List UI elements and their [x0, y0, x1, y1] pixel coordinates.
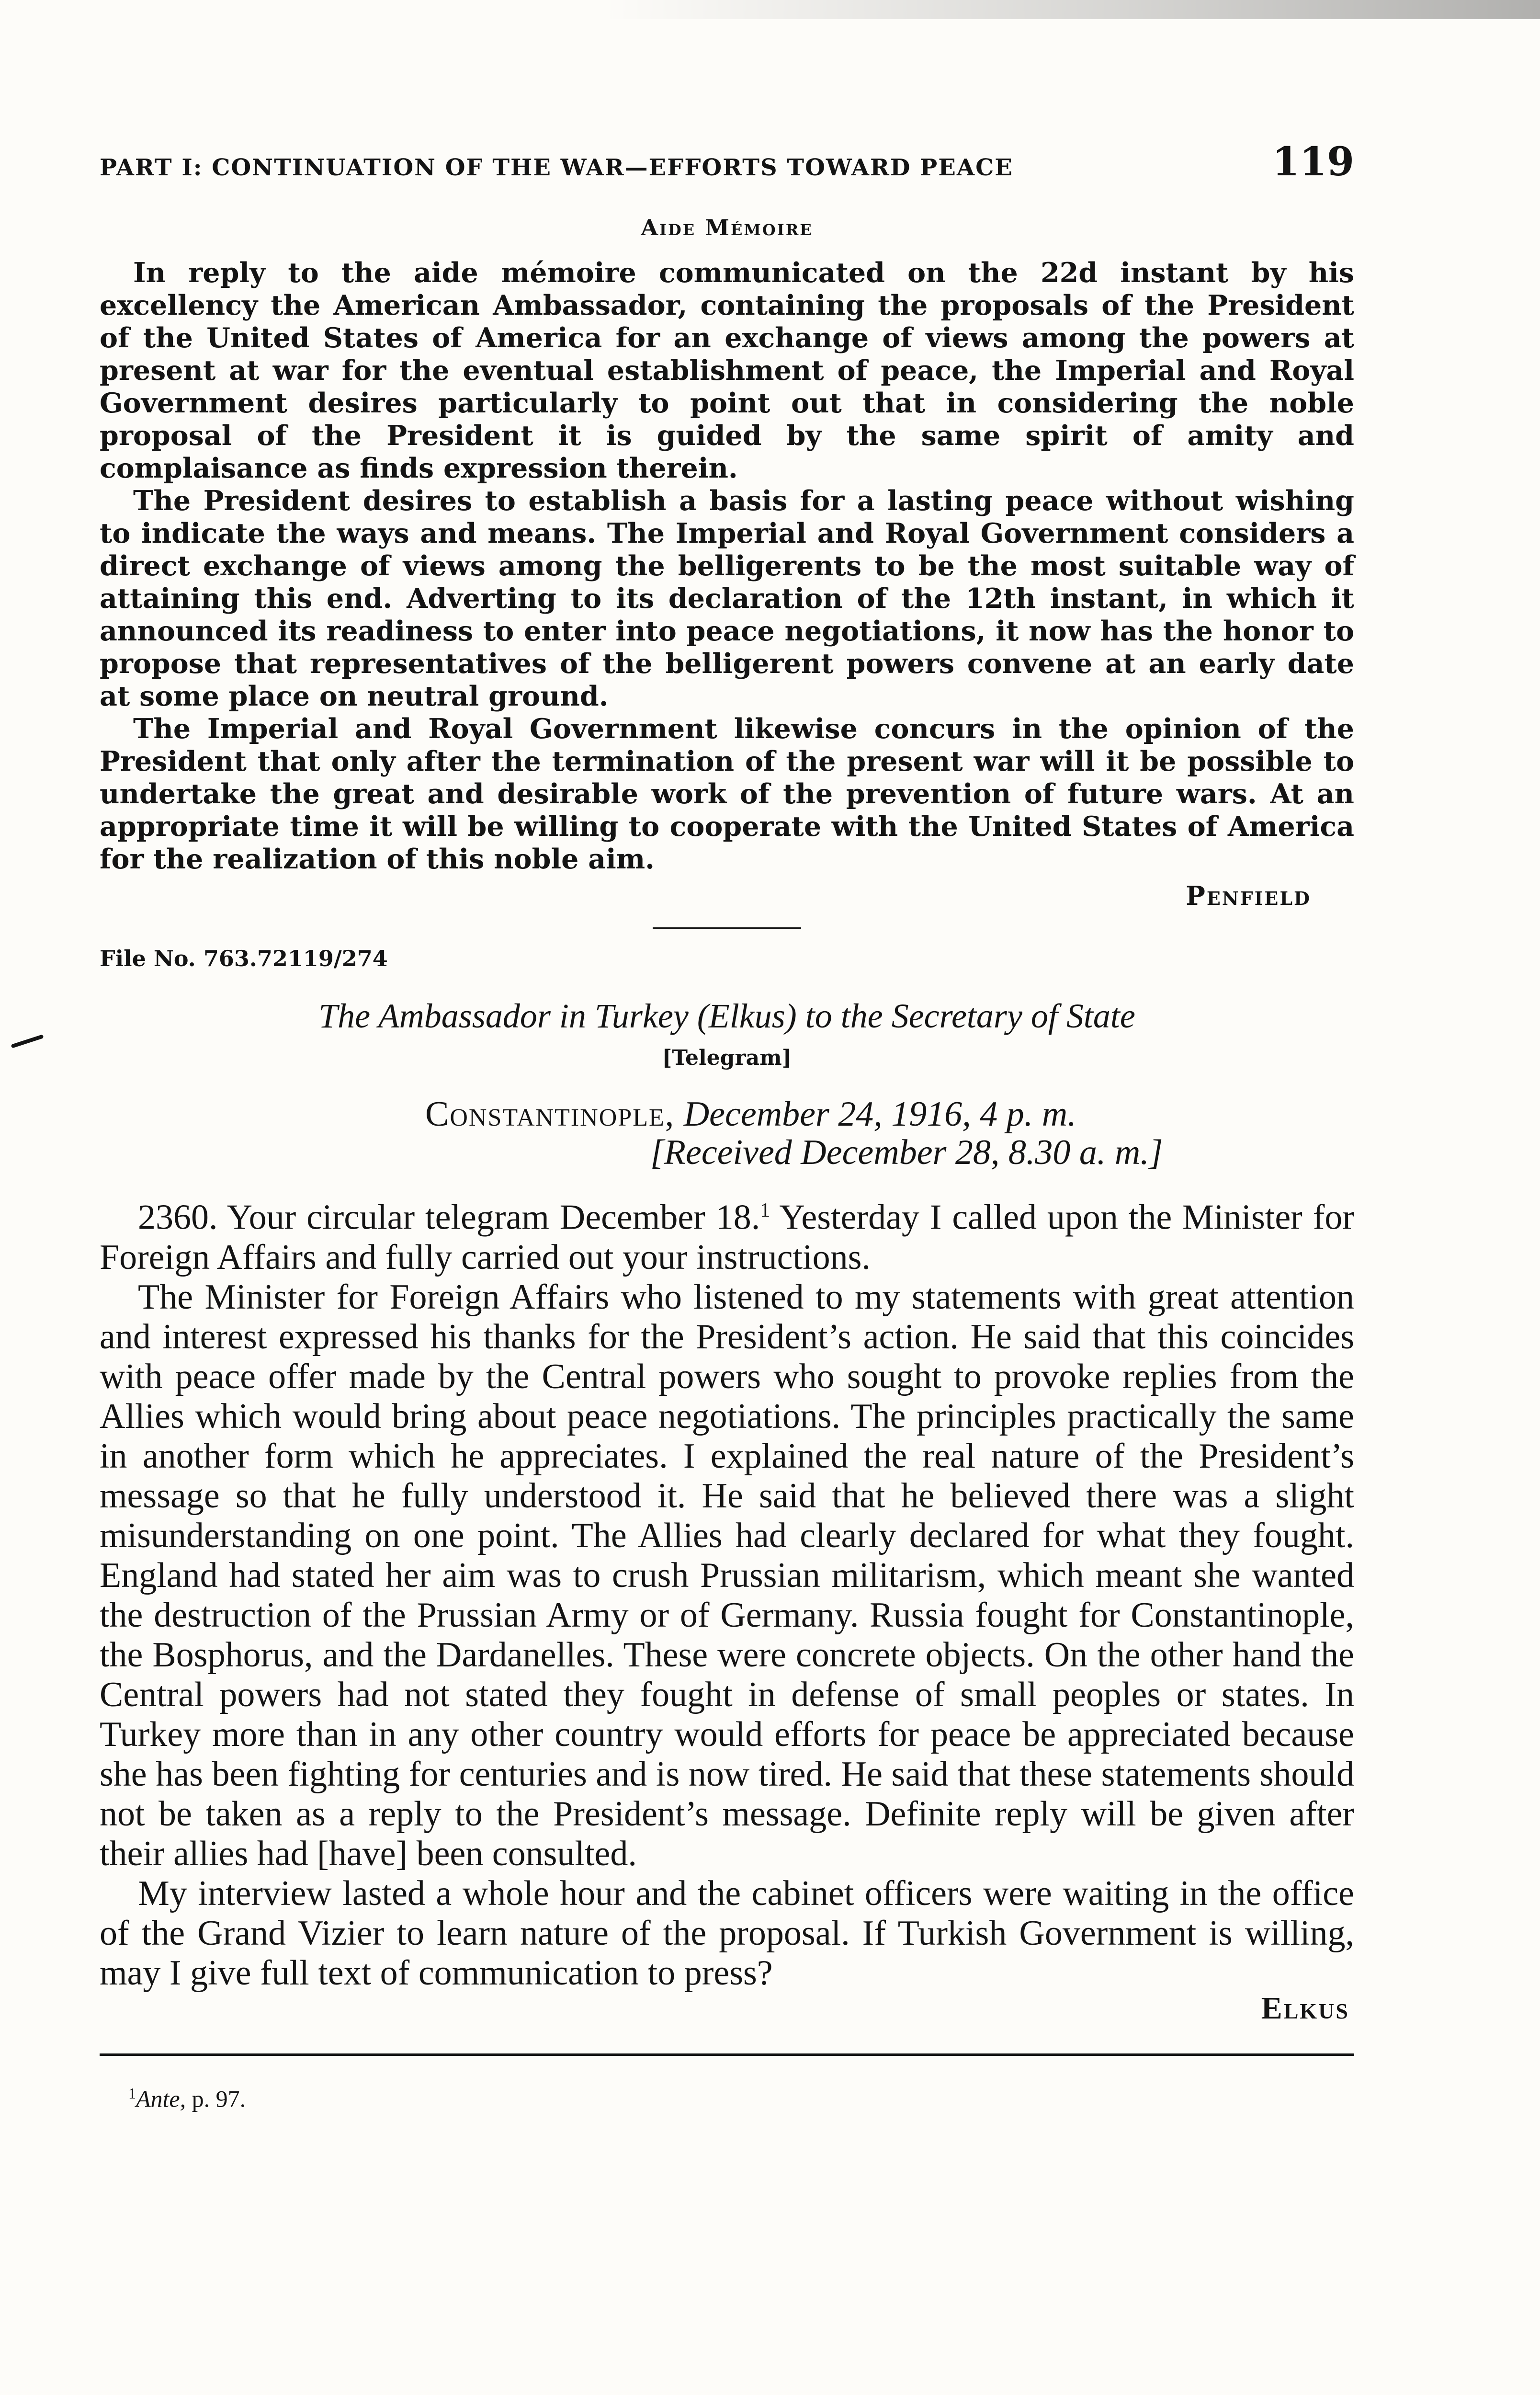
telegram-signature: Elkus: [1261, 1990, 1349, 2026]
aide-memoire-body: [100, 257, 1354, 876]
footnote-ref-word: Ante,: [136, 2085, 186, 2112]
telegram-paragraph-1-start: 2360. Your circular telegram December 18.: [138, 1198, 760, 1237]
section-divider: [653, 927, 801, 929]
document-type: [Telegram]: [662, 1046, 792, 1070]
footnote-reference: 1: [760, 1199, 770, 1221]
running-head: [100, 139, 1354, 185]
aide-memoire-heading: Aide Mémoire: [641, 215, 813, 240]
aide-signature: Penfield: [1186, 880, 1311, 911]
telegram-paragraph-3: My interview lasted a whole hour and the cabinet officers were waiting in the office of the Grand Vizier to learn nature of the proposal. If Turkish Government is willing, may I give full text of communication to press?: [100, 1873, 1354, 1993]
dateline: [425, 1095, 1354, 1172]
page: [100, 139, 1354, 2112]
scan-smudge: [603, 0, 1540, 19]
file-number: File No. 763.72119/274: [100, 946, 388, 971]
running-head-title: PART I: CONTINUATION OF THE WAR—EFFORTS TOWARD PEACE: [100, 154, 1013, 181]
telegram-paragraph-2: The Minister for Foreign Affairs who listened to my statements with great attention and interest expressed his thanks for the President’s action. He said that this coincides with peace offer made by the Central powers who sought to provoke replies from the Allies which would bring about peace negotiations. The principles practically the same in another form which he appreciates. I explained the real nature of the President’s message so that he fully understood it. He said that he believed there was a slight misunderstanding on one point. The Allies had clearly declared for what they fought. England had stated her aim was to crush Prussian militarism, which meant she wanted the destruction of the Prussian Army or of Germany. Russia fought for Constantinople, the Bosphorus, and the Dardanelles. These were concrete objects. On the other hand the Central powers had not stated they fought in defense of small peoples or states. In Turkey more than in any other country would efforts for peace be appreciated because she has been fighting for centuries and is now tired. He said that these statements should not be taken as a reply to the President’s message. Definite reply will be given after their allies had [have] been consulted.: [100, 1277, 1354, 1873]
footnote: [100, 2085, 1354, 2113]
aide-paragraph-3: The Imperial and Royal Government likewise concurs in the opinion of the President that only after the termination of the present war will it be possible to undertake the great and desirable work of the prevention of future wars. At an appropriate time it will be willing to cooperate with the United States of America for the realization of this noble aim.: [100, 713, 1354, 875]
aide-paragraph-2: The President desires to establish a basis for a lasting peace without wishing to indicate the ways and means. The Imperial and Royal Government considers a direct exchange of views among the belligerents to be the most suitable way of attaining this end. Adverting to its declaration of the 12th instant, in which it announced its readiness to enter into peace negotiations, it now has the honor to propose that representatives of the belligerent powers convene at an early date at some place on neutral ground.: [100, 485, 1354, 712]
dateline-date: December 24, 1916, 4 p. m.: [683, 1095, 1076, 1134]
dateline-place: Constantinople,: [425, 1095, 675, 1134]
footnote-marker: 1: [128, 2084, 136, 2102]
footnote-rule: [100, 2053, 1354, 2056]
aide-paragraph-1: In reply to the aide mémoire communicated on the 22d instant by his excellency the American Ambassador, containing the proposals of the President of the United States of America for an exchange of views among the powers at present at war for the eventual establishment of peace, the Imperial and Royal Government desires particularly to point out that in considering the noble proposal of the President it is guided by the same spirit of amity and complaisance as finds expression therein.: [100, 257, 1354, 484]
margin-pencil-mark: [11, 1034, 44, 1048]
footnote-text: p. 97.: [186, 2085, 246, 2112]
page-number: 119: [1272, 139, 1354, 185]
dateline-received: [Received December 28, 8.30 a. m.]: [650, 1133, 1163, 1172]
telegram-body: [100, 1191, 1354, 1993]
telegram-paragraph-1: [100, 1191, 1354, 1277]
document-title: The Ambassador in Turkey (Elkus) to the Secretary of State: [318, 997, 1135, 1035]
telegram-paragraph-1-end: Yesterday I called upon the Minister for Foreign Affairs and fully carried out your instructions.: [100, 1198, 1354, 1277]
